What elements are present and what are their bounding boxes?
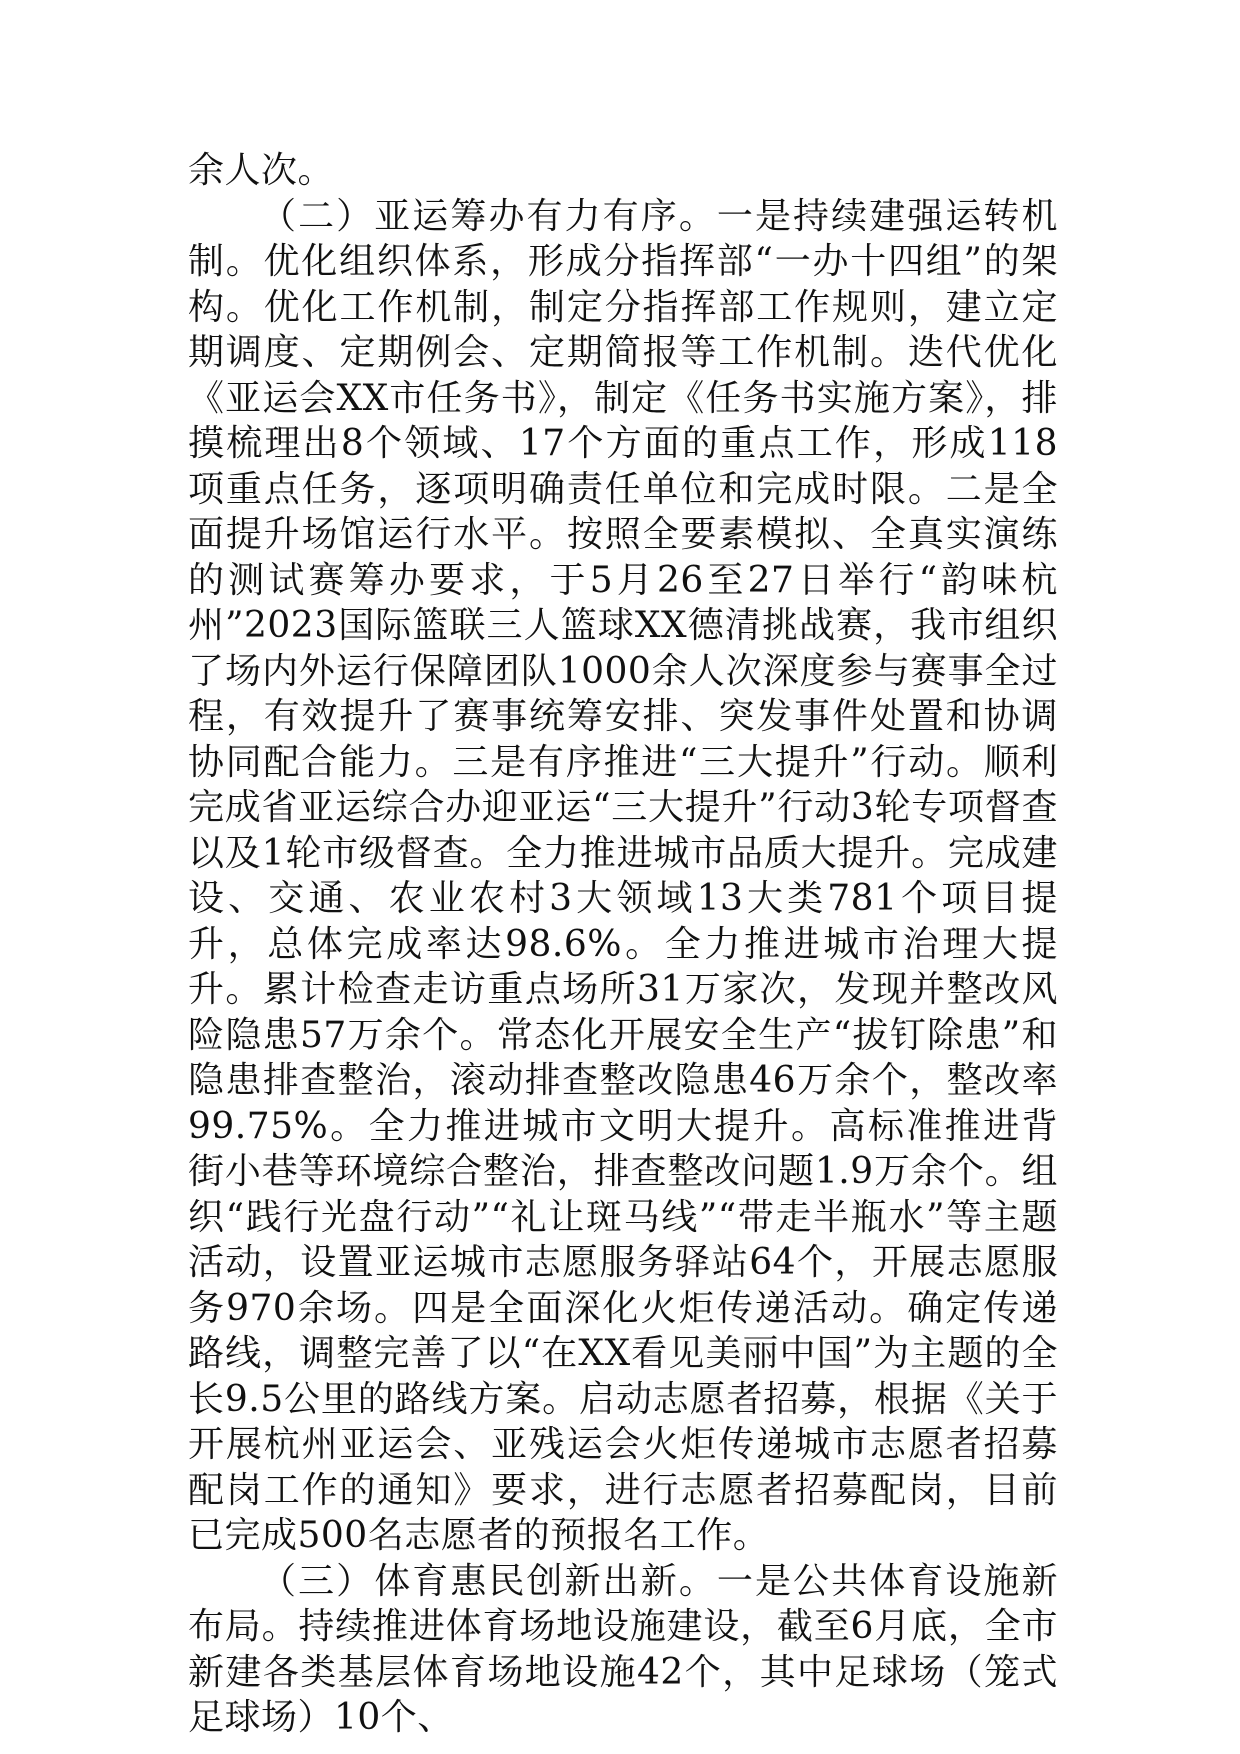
paragraph-sports-for-people: （三）体育惠民创新出新。一是公共体育设施新布局。持续推进体育场地设施建设，截至6月底，全市新建各类基层体育场地设施42个，其中足球场（笼式足球场）10个、 (188, 1560, 1058, 1738)
document-body (188, 148, 1058, 1741)
paragraph-continuation: 余人次。 (188, 150, 335, 191)
paragraph-asian-games-preparation: （二）亚运筹办有力有序。一是持续建强运转机制。优化组织体系，形成分指挥部“一办十四组”的架构。优化工作机制，制定分指挥部工作规则，建立定期调度、定期例会、定期简报等工作机制。迭代优化《亚运会XX市任务书》，制定《任务书实施方案》，排摸梳理出8个领域、17个方面的重点工作，形成118项重点任务，逐项明确责任单位和完成时限。二是全面提升场馆运行水平。按照全要素模拟、全真实演练的测试赛筹办要求，于5月26至27日举行“韵味杭州”2023国际篮联三人篮球XX德清挑战赛，我市组织了场内外运行保障团队1000余人次深度参与赛事全过程，有效提升了赛事统筹安排、突发事件处置和协调协同配合能力。三是有序推进“三大提升”行动。顺利完成省亚运综合办迎亚运“三大提升”行动3轮专项督查以及1轮市级督查。全力推进城市品质大提升。完成建设、交通、农业农村3大领域13大类781个项目提升，总体完成率达98.6%。全力推进城市治理大提升。累计检查走访重点场所31万家次，发现并整改风险隐患57万余个。常态化开展安全生产“拔钉除患”和隐患排查整治，滚动排查整改隐患46万余个，整改率99.75%。全力推进城市文明大提升。高标准推进背街小巷等环境综合整治，排查整改问题1.9万余个。组织“践行光盘行动”“礼让斑马线”“带走半瓶水”等主题活动，设置亚运城市志愿服务驿站64个，开展志愿服务970余场。四是全面深化火炬传递活动。确定传递路线，调整完善了以“在XX看见美丽中国”为主题的全长9.5公里的路线方案。启动志愿者招募，根据《关于开展杭州亚运会、亚残运会火炬传递城市志愿者招募配岗工作的通知》要求，进行志愿者招募配岗，目前已完成500名志愿者的预报名工作。 (188, 195, 1058, 1556)
